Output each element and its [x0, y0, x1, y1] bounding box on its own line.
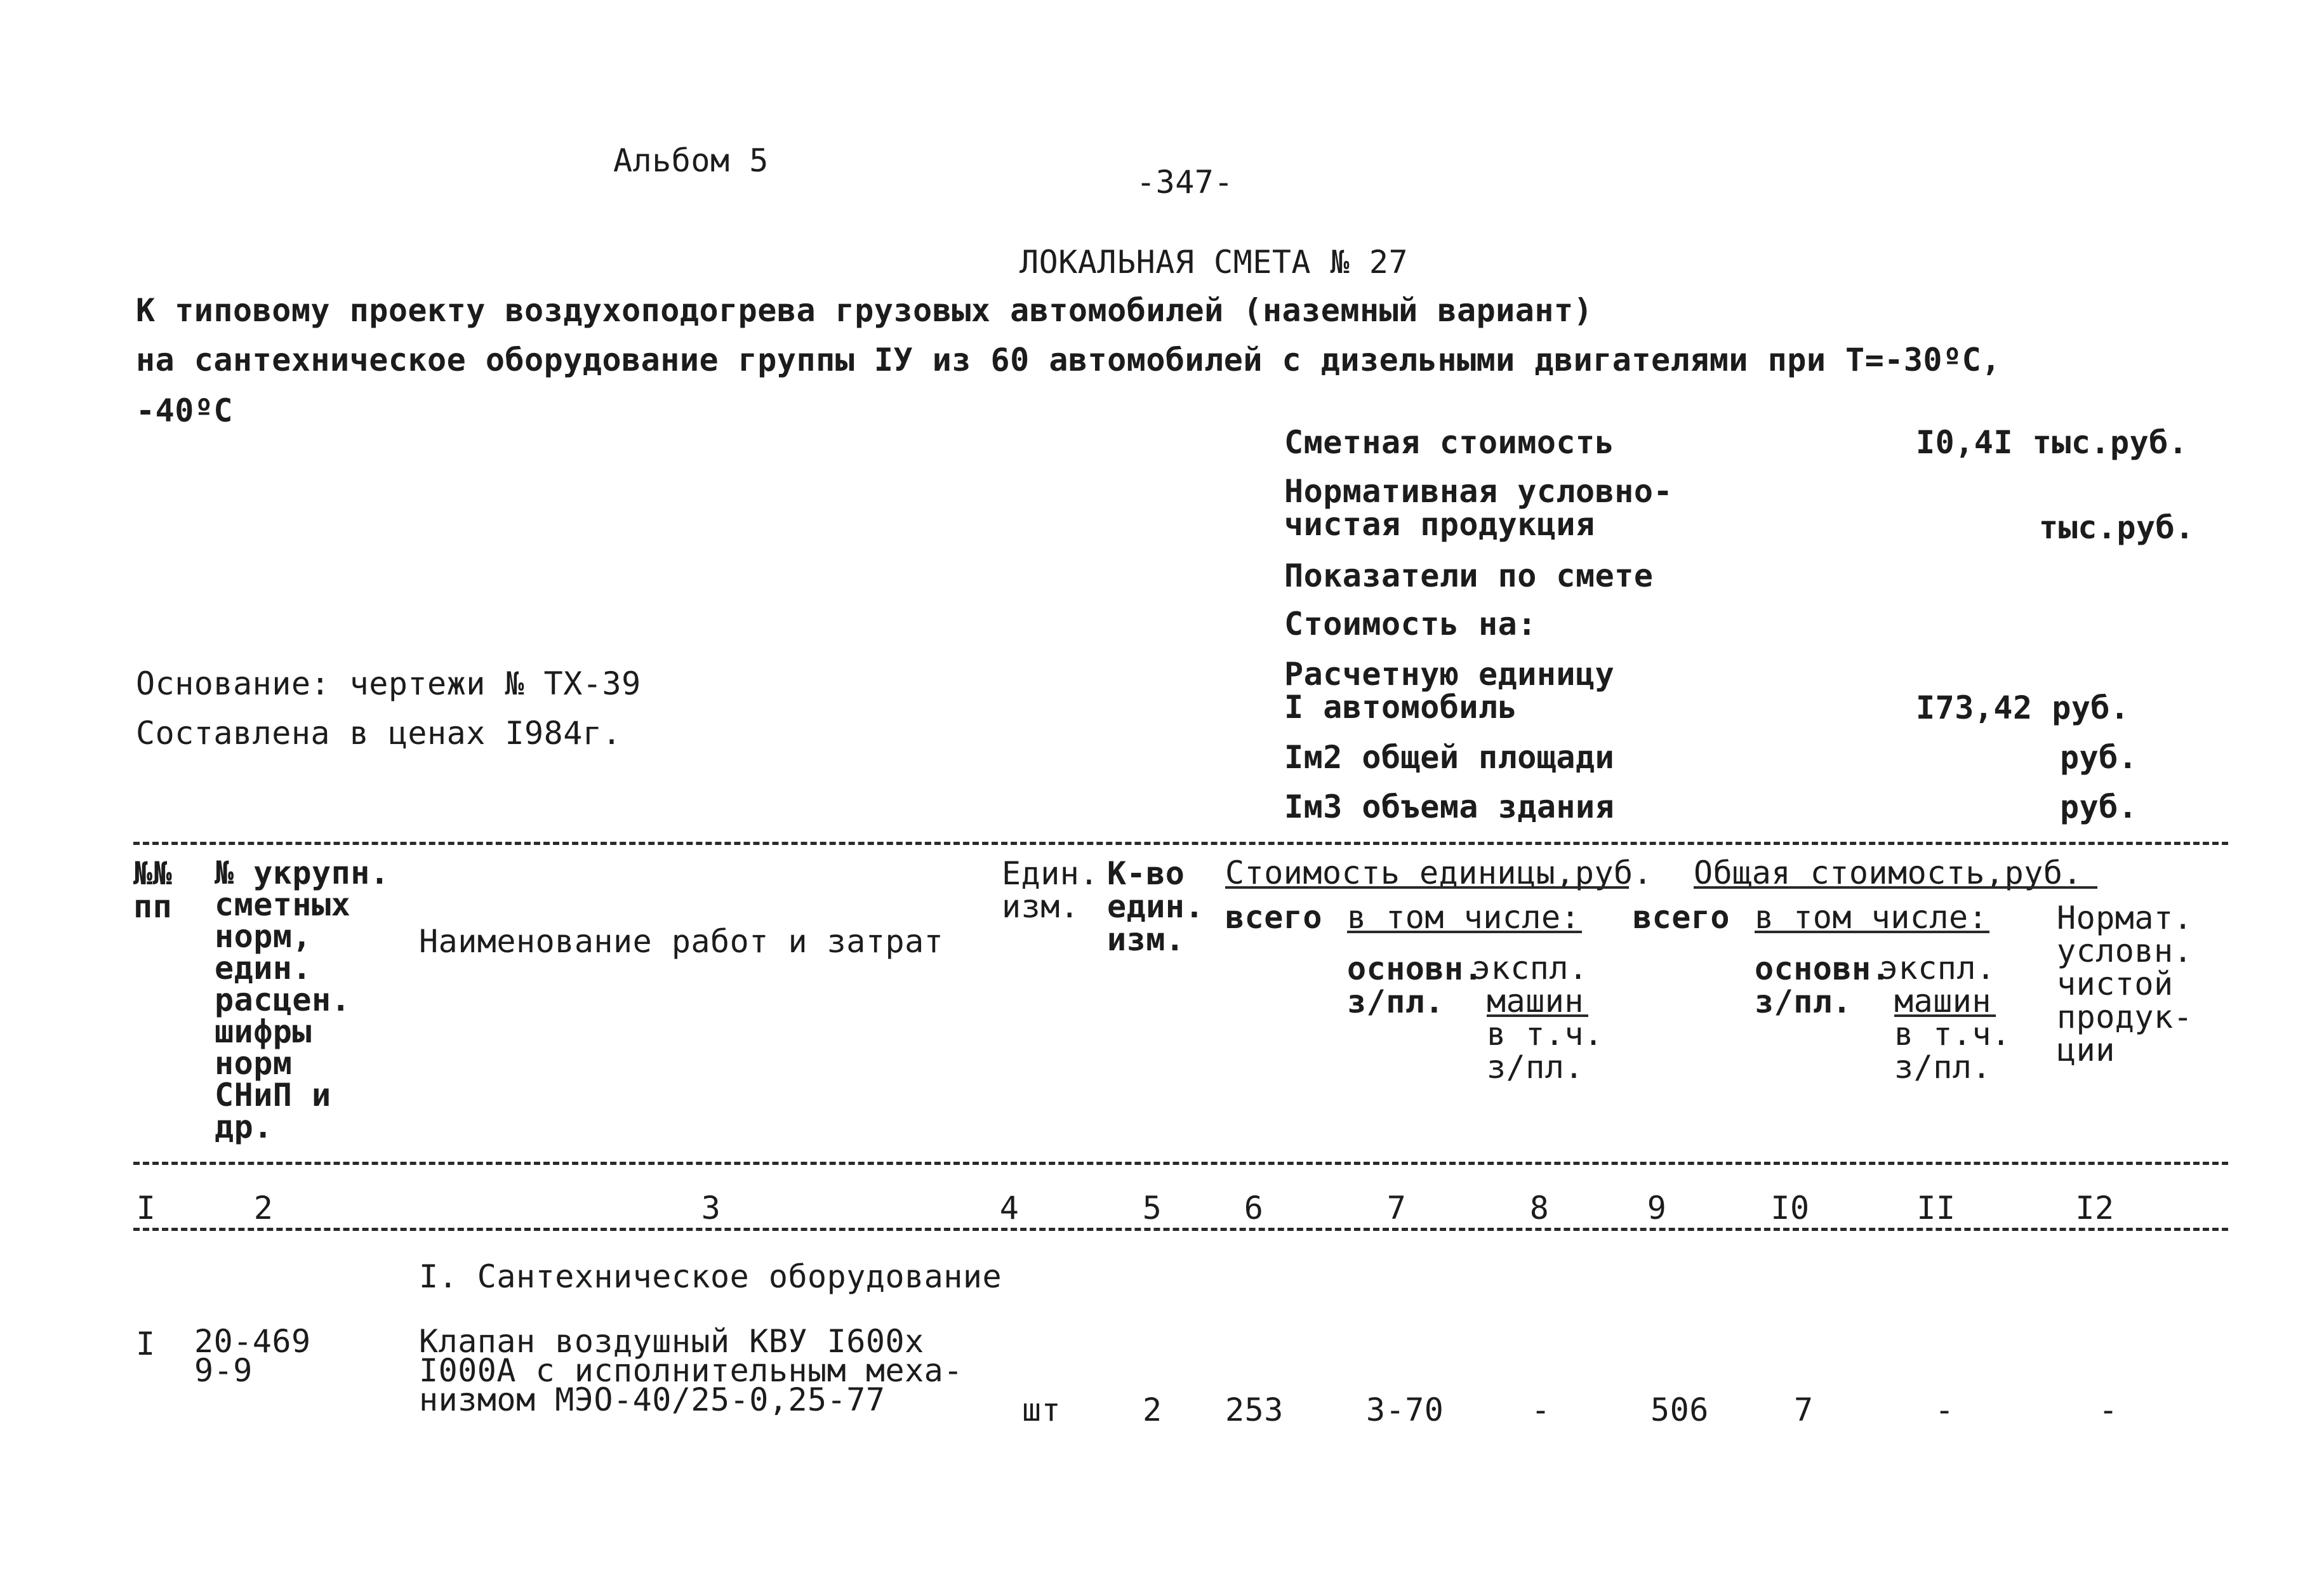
- basis-prices: Составлена в ценах I984г.: [136, 715, 622, 752]
- album-label: Альбом 5: [613, 142, 769, 179]
- header-unit-base-wage: основн. з/пл.: [1347, 950, 1484, 1020]
- row-1-total-machines: -: [1935, 1392, 1955, 1428]
- colnum-7: 7: [1386, 1190, 1407, 1226]
- header-bottom-rule: [133, 1162, 2228, 1165]
- header-total-base-wage: основн. з/пл.: [1755, 950, 1891, 1020]
- total-incl-underline: [1755, 931, 1989, 933]
- row-1-unit: шт: [1022, 1392, 1061, 1428]
- header-total-cost-group: Общая стоимость,руб.: [1694, 854, 2083, 891]
- table-top-rule: [133, 842, 2228, 845]
- header-total-incl: в том числе:: [1755, 899, 1988, 936]
- calc-unit-label: Расчетную единицу I автомобиль: [1284, 656, 1615, 726]
- colnum-3: 3: [701, 1190, 721, 1226]
- header-col-name: Наименование работ и затрат: [419, 923, 944, 960]
- basis-drawings: Основание: чертежи № ТХ-39: [136, 665, 641, 702]
- volume-label: Iм3 объема здания: [1284, 788, 1615, 825]
- colnum-5: 5: [1142, 1190, 1162, 1226]
- header-unit-machines-incl: в т.ч.: [1487, 1016, 1604, 1053]
- header-col-code: № укрупн. сметных норм, един. расцен. шифры норм СНиП и др.: [215, 854, 390, 1145]
- row-1-unit-machines: -: [1531, 1392, 1551, 1428]
- colnum-10: I0: [1770, 1190, 1810, 1226]
- colnum-2: 2: [253, 1190, 274, 1226]
- row-1-name: Клапан воздушный КВУ I600х I000А с исполнительным меха- низмом МЭО-40/25-0,25-77: [419, 1323, 963, 1418]
- header-col-num: №№ пп: [133, 855, 173, 925]
- unit-incl-underline: [1347, 931, 1582, 933]
- subtitle-line-1: К типовому проекту воздухоподогрева грузовых автомобилей (наземный вариант): [136, 292, 1593, 329]
- header-total-machines-incl: в т.ч.: [1894, 1016, 2011, 1053]
- row-1-unit-base-wage: 3-70: [1366, 1392, 1444, 1428]
- header-total-total: всего: [1633, 899, 1730, 936]
- row-1-num: I: [136, 1326, 156, 1362]
- subtitle-line-2: на сантехническое оборудование группы IУ из 60 автомобилей с дизельными двигателями при Т=-30ºС,: [136, 342, 2001, 378]
- estimate-title: ЛОКАЛЬНАЯ СМЕТА № 27: [1019, 244, 1409, 281]
- normative-label: Нормативная условно- чистая продукция: [1284, 473, 1673, 543]
- unit-cost-underline: [1225, 886, 1629, 889]
- row-1-total: 506: [1650, 1392, 1709, 1428]
- header-total-machines-wage: з/пл.: [1894, 1049, 1992, 1086]
- row-1-code: 20-469 9-9: [194, 1323, 311, 1389]
- estimated-cost-value: I0,4I тыс.руб.: [1916, 424, 2188, 461]
- header-unit-cost-group: Стоимость единицы,руб.: [1225, 854, 1653, 891]
- total-cost-underline: [1694, 886, 2097, 889]
- header-col-normative: Нормат. условн. чистой продук- ции: [2057, 900, 2193, 1068]
- colnum-4: 4: [999, 1190, 1019, 1226]
- colnum-1: I: [136, 1190, 156, 1226]
- colnum-bottom-rule: [133, 1228, 2228, 1231]
- colnum-11: II: [1916, 1190, 1956, 1226]
- header-unit-machines-top: экспл.: [1471, 950, 1588, 987]
- row-1-unit-total: 253: [1225, 1392, 1284, 1428]
- colnum-8: 8: [1529, 1190, 1550, 1226]
- header-unit-machines: машин: [1487, 983, 1584, 1020]
- row-1-qty: 2: [1143, 1392, 1162, 1428]
- calc-unit-value: I73,42 руб.: [1916, 689, 2130, 726]
- page-number: -347-: [1136, 164, 1234, 201]
- estimated-cost-label: Сметная стоимость: [1284, 424, 1615, 461]
- subtitle-line-3: -40ºС: [136, 392, 234, 429]
- header-unit-machines-wage: з/пл.: [1487, 1049, 1584, 1086]
- row-1-normative: -: [2099, 1392, 2118, 1428]
- header-unit-incl: в том числе:: [1347, 899, 1581, 936]
- header-unit-total: всего: [1225, 899, 1323, 936]
- colnum-9: 9: [1647, 1190, 1667, 1226]
- indicators-label: Показатели по смете: [1284, 557, 1654, 594]
- colnum-6: 6: [1244, 1190, 1264, 1226]
- colnum-12: I2: [2075, 1190, 2115, 1226]
- header-total-machines-top: экспл.: [1879, 950, 1996, 987]
- volume-value: руб.: [2060, 788, 2138, 825]
- section-title: I. Сантехническое оборудование: [419, 1258, 1002, 1295]
- normative-value: тыс.руб.: [2039, 509, 2195, 546]
- row-1-total-base-wage: 7: [1794, 1392, 1814, 1428]
- header-col-qty: К-во един. изм.: [1107, 855, 1205, 958]
- cost-on-label: Стоимость на:: [1284, 606, 1537, 642]
- area-value: руб.: [2060, 739, 2138, 776]
- header-total-machines: машин: [1894, 983, 1992, 1020]
- area-label: Iм2 общей площади: [1284, 739, 1615, 776]
- header-col-unit: Един. изм.: [1002, 855, 1099, 925]
